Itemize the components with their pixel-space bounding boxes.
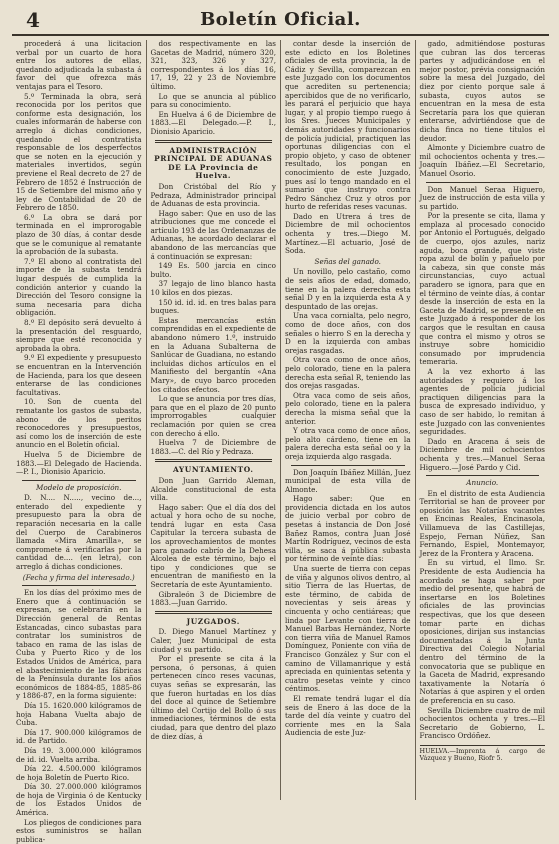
- col1-model-paras: [16, 494, 142, 571]
- paragraph: Don Manuel Seraa Higuero, Juez de instrucción de esta villa y su partido.: [419, 184, 545, 211]
- col1-paras2: [16, 589, 142, 844]
- divider: [426, 182, 540, 183]
- paragraph: Dado en Aracena á seis de Diciembre de mil ochocientos ochenta y tres.—Manuel Seraa Higuero.—José Pardo y Cid.: [419, 436, 545, 472]
- column-2: [147, 40, 282, 800]
- paragraph: Una suerte de tierra con cepas de viña y algunos olivos dentro, al sitio Tierra de las Huertas, de este término, de cabida de novecientas y seis áreas y cincuenta y ocho centiáreas; que linda por Levante con tierra de Manuel Barbas Hernández, Norte con tierra viña de Manuel Ramos Domínguez, Poniente con viña de Francisco González y Sur con el camino de Villamanrique y está apreciada en quinientas setenta y cuatro pesetas veinte y cinco céntimos.: [285, 564, 411, 694]
- paragraph: Un novillo, pelo castaño, como de seis años de edad, domado, tiene en la palera derecha esta señal D y en la izquierda esta A y despuntado de las orejas.: [285, 267, 411, 311]
- paragraph: Huelva 7 de Diciembre de 1883.—C. del Río y Pedraza.: [150, 438, 276, 456]
- imprint: HUELVA.—Imprenta á cargo de Vázquez y Bueno, Riofr 5.: [419, 746, 545, 763]
- paragraph: Día 30. 27.000.000 kilógramos de hoja de Virginia ó de Kentucky de los Estados Unidos de América.: [16, 782, 142, 818]
- paragraph: Don Juan Garrido Aleman, Alcalde constitucional de esta villa.: [150, 475, 276, 503]
- paragraph: En el distrito de esta Audiencia Territorial se han de proveer por oposición las Notarías vacantes en Encinas Reales, Encinasola, Villamueva de las Castillejas, Espejo, Fernan Núñez, San Fernando, Espiel, Montemayor, Jerez de la Frontera y Aracena.: [419, 488, 545, 558]
- ayuntamiento-title: AYUNTAMIENTO.: [172, 465, 254, 475]
- paragraph: Por la presente se cita, llama y emplaza al procesado conocido por Antonio el Portugués, delgado de cuerpo, ojos azules, nariz aguda, boca grande, que viste ropa azul de bolín y pañuelo por la cabeza, sin que conste más circunstancias, cuyo actual paradero se ignora, para que en el término de veinte días, á contar desde la inserción de esta en la Gaceta de Madrid, se presente en este Juzgado á responder de los cargos que le resultan en causa que contra el mismo y otros se instruye sobre homicidio consumado por imprudencia temeraria.: [419, 211, 545, 367]
- divider: [22, 480, 136, 481]
- paragraph: Día 17. 900.000 kilógramos de id. de Partido.: [16, 727, 142, 746]
- anuncio-title: Anuncio.: [466, 478, 499, 488]
- col4-paras2: [420, 186, 546, 473]
- paragraph: Y otra vaca como de once años, pelo alto cárdeno, tiene en la palera derecha esta señal oo y la oreja izquierda algo rasgada.: [285, 426, 411, 461]
- paragraph: Una vaca cornialta, pelo negro, como de doce años, con dos señales o hierro S en la derecha y D en la izquierda con ambas orejas rasgadas.: [285, 311, 411, 355]
- divider: [155, 140, 273, 143]
- admin-title: ADMINISTRACIÓN PRINCIPAL DE ADUANAS DE LA Provincia de Huelva.: [154, 145, 273, 181]
- paragraph: Estas mercancías están comprendidas en el expediente de abandono número 1.º, instruido en la Aduana Subalterna de Sanlúcar de Guadiana, no estando incluidas dichos artículos en el Manifiesto del bergantín «Ana Mary», de cuyo barco proceden los citados efectos.: [150, 315, 276, 394]
- paragraph: Día 15. 1620.000 kilógramos de hoja Habana Vuelta abajo de Cuba.: [16, 700, 142, 728]
- paragraph: Día 22. 4.500.000 kilógramos de hoja Boletín de Puerto Rico.: [16, 764, 142, 782]
- col4-paras: [420, 40, 546, 179]
- paragraph: 7.º El abono al contratista del importe de la subasta tendrá lugar después de cumplida la condición anterior y cuando la Dirección del Tesoro consigne la suma necesaria para dicha obligación.: [16, 256, 142, 318]
- juzgados-title: JUZGADOS.: [186, 616, 240, 626]
- paragraph: procederá á una licitacion verbal por un cuarto de hora entre los autores de ellas, quedando adjudicada la subasta á favor del que ofrezca más ventajas para el Tesoro.: [16, 39, 142, 91]
- paragraph: Sevilla Diciembre cuatro de mil ochocientos ochenta y tres.—El Secretario de Gobierno, L. Francisco Ordóñez.: [419, 705, 545, 741]
- paragraph: En su virtud, el Ilmo. Sr. Presidente de esta Audiencia ha acordado se haga saber por medio del presente, que habrá de insertarse en los Boletines oficiales de las provincias respectivas, que los que deseen tomar parte en dichas oposiciones, dirijan sus instancias documentadas á la Junta Directiva del Colegio Notarial dentro del término de la convocatoria que se publique en la Gaceta de Madrid, expresando taxativamente la Notaría ó Notarías á que aspiren y el orden de preferencia en su caso.: [419, 558, 545, 705]
- col3-senas-paras: [285, 268, 411, 461]
- paragraph: En los días del próximo mes de Enero que á continuación se expresan, se celebrarán en la Dirección general de Rentas Estancadas, cinco subastas para contratar los suministros de tabaco en rama de las islas de Cuba y Puerto Rico y de los Estados Unidos de América, para el abastecimiento de las fábricas de la Península durante los años económicos de 1884-85, 1885-86 y 1886-87, en la forma siguiente:: [16, 588, 142, 701]
- model-sign: (Fecha y firma del interesado.): [22, 572, 135, 582]
- paragraph: 37 legajo de lino blanco hasta 10 kilos en dos piezas.: [150, 279, 276, 298]
- paragraph: D. Diego Manuel Martínez y Caler, Juez Municipal de esta ciudad y su partido.: [150, 627, 276, 654]
- paragraph: Gibraleón 3 de Diciembre de 1883.—Juan Garrido.: [150, 589, 276, 608]
- paragraph: 5.º Terminada la obra, será reconocida por los peritos que conforme esta designación, los cuales informarán de haberse con arreglo á dichas condiciones, quedando el contratista responsable de los desperfectos que se noten en la ejecución y materiales invertidos, según previene el Real decreto de 27 de Febrero de 1852 é Instrucción de 15 de Setiembre del mismo año y ley de Contabilidad de 20 de Febrero de 1850.: [16, 91, 142, 213]
- paragraph: 9.º El expediente y presupuesto se encuentran en la Intervención de Hacienda, para los que deseen enterarse de las condiciones facultativas.: [16, 353, 142, 397]
- paragraph: Por el presente se cita á la persona, ó personas, á quien pertenecen cinco reses vacunas, cuyas señas se expresarán, las que fueron hurtadas en los días del doce al quince de Setiembre último del Cortijo del Bollo ó sus inmediaciones, términos de esta ciudad, para que dentro del plazo de diez días, á: [150, 654, 276, 741]
- page-number: 4: [26, 8, 40, 32]
- column-4: [416, 40, 550, 800]
- model-title: Modelo de proposición.: [36, 482, 122, 492]
- divider: [426, 475, 540, 476]
- paragraph: El remate tendrá lugar el día seis de Enero á las doce de la tarde del día veinte y cuatro del corriente mes en la Sala Audiencia de este Juz-: [285, 693, 411, 738]
- paragraph: Don Cristóbal del Río y Pedraza, Administrador principal de Aduanas de esta provincia.: [150, 181, 276, 209]
- paragraph: 150 id. id. id. en tres balas para buques.: [150, 297, 276, 316]
- col2-paras: [151, 40, 277, 137]
- col2-juz-paras: [151, 628, 277, 741]
- divider: [291, 465, 405, 466]
- paragraph: En Huelva á 6 de Diciembre de 1883.—El Delegado.—P. I., Dionisio Aparicio.: [150, 109, 276, 136]
- page-title: Boletín Oficial.: [200, 9, 361, 30]
- paragraph: Hago saber: Que en providencia dictada en los autos de juicio verbal por cobro de pesetas á instancia de Don José Bañez Ramos, contra Juan José Martín Rodríguez, vecinos de esta villa, se saca á pública subasta por término de veinte días:: [285, 494, 411, 564]
- paragraph: contar desde la inserción de este edicto en los Boletines oficiales de esta provincia, la de Cádiz y Sevilla, comparezcan en este Juzgado con los documentos que acrediten su pertenencia; apercibidos que de no verificarlo, les parará el perjuicio que haya lugar, y al propio tiempo ruego á los Sres. Jueces Municipales y demás autoridades y funcionarios de policía judicial, practiquen las oportunas diligencias con el propio objeto, y caso de obtener resultado, los pongan en conocimiento de este Juzgado, pues así lo tengo mandado en el sumario que instruyo contra Pedro Sánchez Cruz y otros por hurto de referidas reses vacunas.: [285, 39, 411, 212]
- paragraph: Otra vaca como de once años, pelo colorado, tiene en la palera derecha esta señal R, teniendo las dos orejas rasgadas.: [285, 355, 411, 391]
- paragraph: D. N.... N....., vecino de..., enterado del expediente y presupuesto para la obra de reparación necesaria en la calle del Cuerpo de Carabineros llamada «Mira Amarilla», se compromete á verificarlas por la cantidad de.... (en letra), con arreglo á dichas condiciones.: [16, 493, 142, 572]
- paragraph: Día 19. 3.000.000 kilógramos de id. id. Vuelta arriba.: [16, 745, 142, 764]
- column-3: [281, 40, 416, 800]
- paragraph: Lo que se anuncia por tres días, para que en el plazo de 20 punto improrrogables cualquier reclamación por quien se crea con derecho á ello.: [150, 394, 276, 438]
- paragraph: dos respectivamente en las Gacetas de Madrid, número 320, 321, 323, 326 y 327, correspondientes á los días 16, 17, 19, 22 y 23 de Noviembre último.: [150, 39, 276, 91]
- paragraph: 8.º El depósito será devuelto á la presentación del resguardo, siempre que esté reconocida y aprobada la obra.: [16, 318, 142, 353]
- paragraph: Almonte y Diciembre cuatro de mil ochocientos ochenta y tres.—Joaquín Ibáñez.—El Secretario, Manuel Osorio.: [419, 143, 545, 178]
- paragraph: gado, admitiéndose posturas que cubran las dos terceras partes y adjudicándose en el mejor postor, prévia consignación sobre la mesa del Juzgado, del diez por ciento porque sale á subasta, cuyos autos se encuentran en la mesa de esta Secretaría para los que quieran enterarse, advirtiéndose que de dicha finca no tiene títulos el deudor.: [419, 39, 545, 143]
- paragraph: Hago saber: Que en uso de las atribuciones que me concede el artículo 193 de las Ordenanzas de Aduanas, he acordado declarar el abandono de las mercancías que á continuación se expresan:: [150, 208, 276, 261]
- paragraph: 6.º La obra se dará por terminada en el improrogable plazo de 30 días, á contar desde que se le comunique al rematante la aprobación de la subasta.: [16, 212, 142, 257]
- col3-paras2: [285, 469, 411, 738]
- paragraph: Otra vaca como de seis años, pelo colorado, tiene en la palera derecha la misma señal que la anterior.: [285, 390, 411, 426]
- paragraph: Hago saber: Que el día dos del actual y hora ocho de su noche, tendrá lugar en esta Casa Capitular la tercera subasta de los aprovechamientos de montes para ganado cabrío de la Dehesa Alcolea de este término, bajo el tipo y condiciones que se encuentran de manifiesto en la Secretaría de este Ayuntamiento.: [150, 502, 276, 590]
- paragraph: 10. Son de cuenta del rematante los gastos de subasta, abono de los peritos reconocedores y presupuestos, así como los de inserción de este anuncio en el Boletín oficial.: [16, 397, 142, 450]
- paragraph: Don Joaquín Ibáñez Millán, Juez municipal de esta villa de Almonte.: [285, 467, 411, 494]
- col4-anuncio-paras: [420, 490, 546, 741]
- col2-ayto-paras: [151, 477, 277, 608]
- columns: [12, 39, 549, 844]
- paragraph: A la vez exhorto á las autoridades y requiero á los agentes de policía judicial practiquen diligencias para la busca de expresado individuo, y caso de ser habido, lo remitan á este Juzgado con las convenientes seguridades.: [419, 366, 545, 437]
- divider: [22, 585, 136, 586]
- column-1: [12, 39, 147, 844]
- senas-title: Señas del ganado.: [314, 256, 381, 266]
- col2-admin-paras: [151, 183, 277, 456]
- paragraph: 149 Es. 500 jarcia en cinco bulto.: [150, 261, 276, 279]
- col3-paras: [285, 40, 411, 256]
- paragraph: Lo que se anuncia al público para su conocimiento.: [150, 91, 276, 110]
- page-header: [12, 6, 549, 36]
- col1-paras: [16, 40, 142, 477]
- paragraph: Dado en Utrera á tres de Diciembre de mil ochocientos ochenta y tres.—Diego M. Martínez.—El actuario, José de Soda.: [285, 211, 411, 256]
- paragraph: Huelva 5 de Diciembre de 1883.—El Delegado de Hacienda.—P. I., Dionisio Aparicio.: [16, 449, 142, 477]
- divider: [155, 611, 273, 614]
- paragraph: Los pliegos de condiciones para estos suministros se hallan publica-: [16, 817, 142, 844]
- divider: [155, 459, 273, 462]
